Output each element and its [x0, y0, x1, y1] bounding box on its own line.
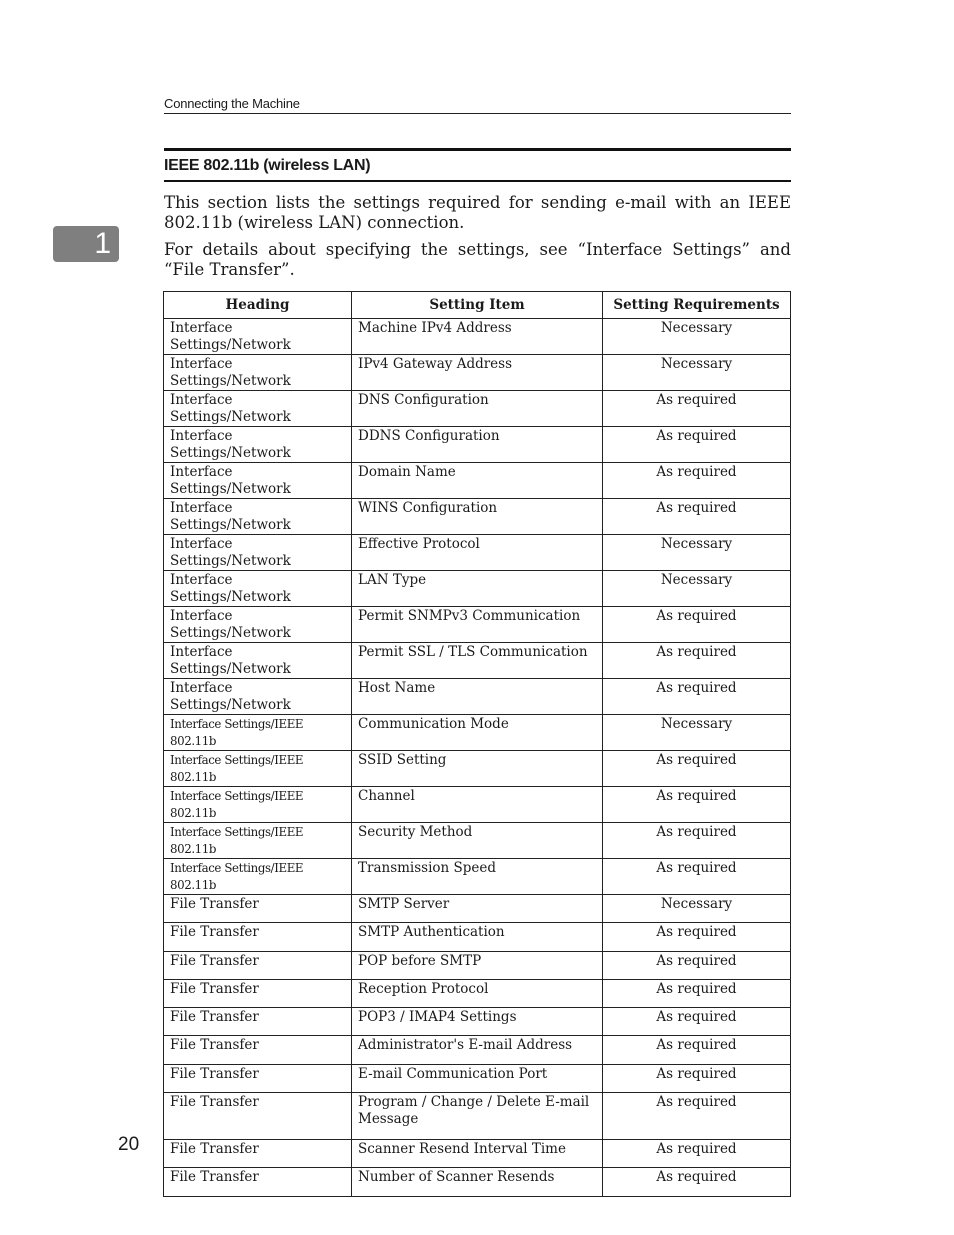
requirement-cell: As required — [603, 391, 791, 427]
setting-item-cell: DDNS Configuration — [352, 427, 603, 463]
requirement-cell: As required — [603, 923, 791, 951]
column-header-heading: Heading — [164, 292, 352, 319]
setting-item-cell: Scanner Resend Interval Time — [352, 1140, 603, 1168]
table-row — [164, 979, 791, 1007]
requirement-cell: As required — [603, 751, 791, 787]
chapter-tab — [53, 226, 119, 262]
requirement-cell: As required — [603, 1140, 791, 1168]
table-row — [164, 1093, 791, 1140]
table-row — [164, 355, 791, 391]
heading-cell: Interface Settings/Network — [164, 319, 352, 355]
requirement-cell: As required — [603, 499, 791, 535]
section-title: IEEE 802.11b (wireless LAN) — [164, 148, 791, 182]
requirement-cell: As required — [603, 951, 791, 979]
setting-item-cell: Security Method — [352, 823, 603, 859]
table-row — [164, 895, 791, 923]
table-row — [164, 1036, 791, 1064]
heading-cell: Interface Settings/Network — [164, 679, 352, 715]
setting-item-cell: Permit SNMPv3 Communication — [352, 607, 603, 643]
table-row — [164, 679, 791, 715]
intro-paragraph-2: For details about specifying the settings, see “Interface Settings” and “File Transfer”. — [164, 240, 791, 279]
table-header-row — [164, 292, 791, 319]
setting-item-cell: Machine IPv4 Address — [352, 319, 603, 355]
heading-cell: Interface Settings/Network — [164, 355, 352, 391]
setting-item-cell: Reception Protocol — [352, 979, 603, 1007]
setting-item-cell: DNS Configuration — [352, 391, 603, 427]
table-row — [164, 859, 791, 895]
requirement-cell: Necessary — [603, 355, 791, 391]
running-header: Connecting the Machine — [164, 96, 791, 114]
setting-item-cell: Effective Protocol — [352, 535, 603, 571]
heading-cell: File Transfer — [164, 1168, 352, 1196]
requirement-cell: As required — [603, 463, 791, 499]
heading-cell: File Transfer — [164, 923, 352, 951]
heading-cell: Interface Settings/Network — [164, 391, 352, 427]
requirement-cell: As required — [603, 679, 791, 715]
setting-item-cell: Channel — [352, 787, 603, 823]
heading-cell: Interface Settings/Network — [164, 571, 352, 607]
heading-cell: Interface Settings/Network — [164, 607, 352, 643]
requirement-cell: As required — [603, 1008, 791, 1036]
table-row — [164, 427, 791, 463]
table-row — [164, 535, 791, 571]
requirement-cell: As required — [603, 979, 791, 1007]
requirement-cell: Necessary — [603, 571, 791, 607]
setting-item-cell: E-mail Communication Port — [352, 1064, 603, 1092]
table-row — [164, 499, 791, 535]
setting-item-cell: WINS Configuration — [352, 499, 603, 535]
setting-item-cell: IPv4 Gateway Address — [352, 355, 603, 391]
heading-cell: File Transfer — [164, 1064, 352, 1092]
table-row — [164, 319, 791, 355]
requirement-cell: As required — [603, 823, 791, 859]
heading-cell: File Transfer — [164, 1140, 352, 1168]
heading-cell: Interface Settings/Network — [164, 463, 352, 499]
intro-paragraph-1: This section lists the settings required for sending e-mail with an IEEE 802.11b (wireless LAN) connection. — [164, 193, 791, 232]
heading-cell: Interface Settings/IEEE 802.11b — [164, 823, 352, 859]
requirement-cell: Necessary — [603, 319, 791, 355]
requirement-cell: As required — [603, 859, 791, 895]
heading-cell: Interface Settings/IEEE 802.11b — [164, 751, 352, 787]
setting-item-cell: Communication Mode — [352, 715, 603, 751]
table-row — [164, 1064, 791, 1092]
heading-cell: Interface Settings/IEEE 802.11b — [164, 787, 352, 823]
table-row — [164, 787, 791, 823]
setting-item-cell: POP3 / IMAP4 Settings — [352, 1008, 603, 1036]
settings-table — [163, 291, 791, 1197]
table-row — [164, 571, 791, 607]
setting-item-cell: Administrator's E-mail Address — [352, 1036, 603, 1064]
setting-item-cell: Transmission Speed — [352, 859, 603, 895]
requirement-cell: Necessary — [603, 535, 791, 571]
heading-cell: Interface Settings/Network — [164, 643, 352, 679]
heading-cell: Interface Settings/IEEE 802.11b — [164, 859, 352, 895]
requirement-cell: As required — [603, 787, 791, 823]
requirement-cell: As required — [603, 1064, 791, 1092]
heading-cell: File Transfer — [164, 1093, 352, 1140]
table-row — [164, 951, 791, 979]
heading-cell: File Transfer — [164, 979, 352, 1007]
table-row — [164, 463, 791, 499]
setting-item-cell: SMTP Server — [352, 895, 603, 923]
setting-item-cell: LAN Type — [352, 571, 603, 607]
table-row — [164, 1168, 791, 1196]
heading-cell: File Transfer — [164, 1008, 352, 1036]
column-header-setting-item: Setting Item — [352, 292, 603, 319]
chapter-number: 1 — [94, 227, 111, 260]
requirement-cell: As required — [603, 1036, 791, 1064]
requirement-cell: As required — [603, 643, 791, 679]
table-row — [164, 823, 791, 859]
page-number: 20 — [118, 1134, 140, 1155]
setting-item-cell: SMTP Authentication — [352, 923, 603, 951]
setting-item-cell: Permit SSL / TLS Communication — [352, 643, 603, 679]
setting-item-cell: Program / Change / Delete E-mail Message — [352, 1093, 603, 1140]
heading-cell: Interface Settings/Network — [164, 427, 352, 463]
setting-item-cell: Number of Scanner Resends — [352, 1168, 603, 1196]
table-row — [164, 715, 791, 751]
requirement-cell: As required — [603, 427, 791, 463]
heading-cell: Interface Settings/Network — [164, 535, 352, 571]
setting-item-cell: POP before SMTP — [352, 951, 603, 979]
table-row — [164, 391, 791, 427]
setting-item-cell: Host Name — [352, 679, 603, 715]
table-row — [164, 643, 791, 679]
setting-item-cell: Domain Name — [352, 463, 603, 499]
table-row — [164, 1140, 791, 1168]
requirement-cell: As required — [603, 1093, 791, 1140]
table-row — [164, 923, 791, 951]
requirement-cell: Necessary — [603, 895, 791, 923]
requirement-cell: Necessary — [603, 715, 791, 751]
heading-cell: Interface Settings/Network — [164, 499, 352, 535]
heading-cell: File Transfer — [164, 1036, 352, 1064]
requirement-cell: As required — [603, 1168, 791, 1196]
requirement-cell: As required — [603, 607, 791, 643]
table-row — [164, 1008, 791, 1036]
column-header-setting-requirements: Setting Requirements — [603, 292, 791, 319]
heading-cell: File Transfer — [164, 895, 352, 923]
heading-cell: File Transfer — [164, 951, 352, 979]
heading-cell: Interface Settings/IEEE 802.11b — [164, 715, 352, 751]
table-row — [164, 607, 791, 643]
table-row — [164, 751, 791, 787]
setting-item-cell: SSID Setting — [352, 751, 603, 787]
